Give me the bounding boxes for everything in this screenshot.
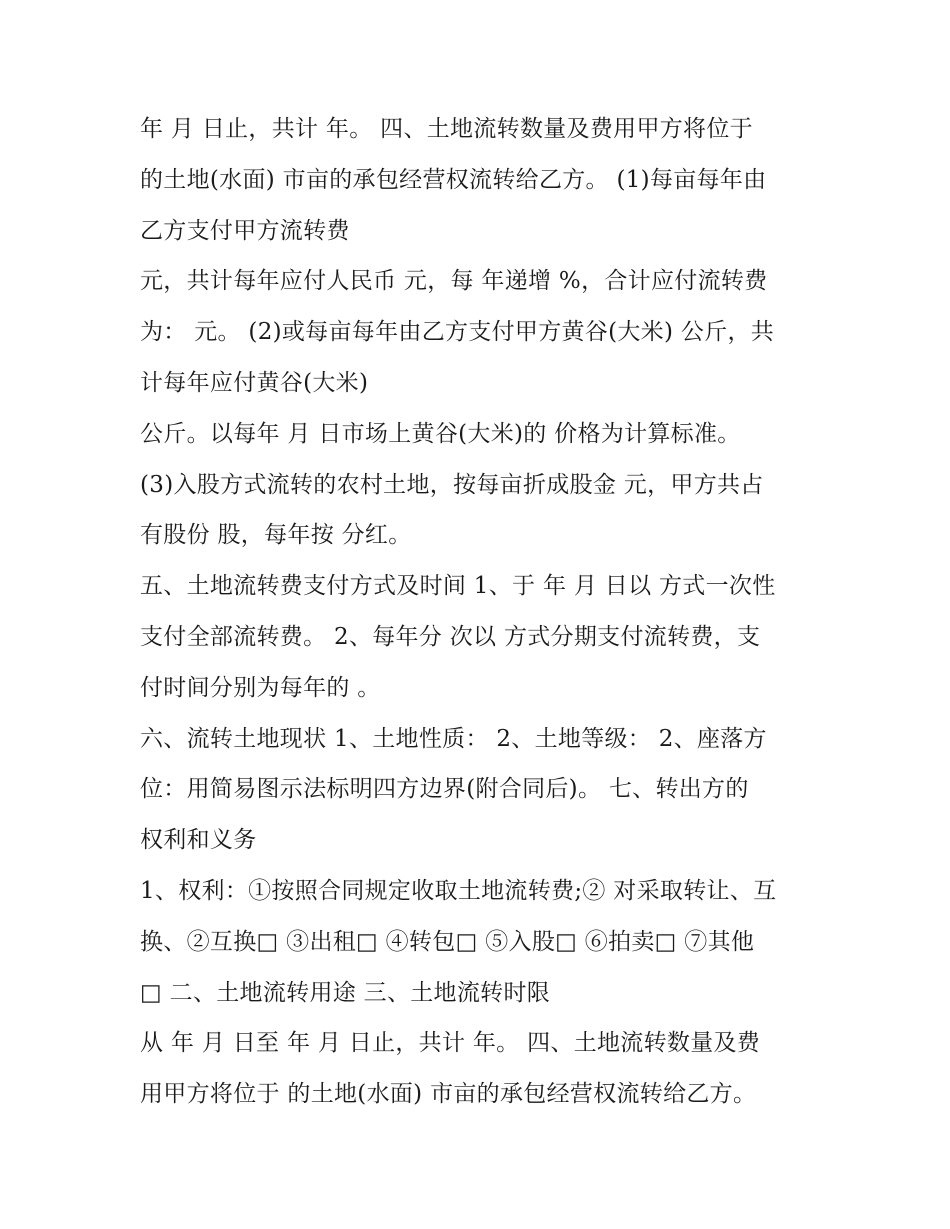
text-line: 计每年应付黄谷(大米) bbox=[140, 369, 369, 396]
text-line: 位：用简易图示法标明四方边界(附合同后)。 七、转出方的 bbox=[140, 776, 749, 803]
text-line: 权利和义务 bbox=[140, 827, 257, 854]
text-line: 换、②互换□ ③出租□ ④转包□ ⑤入股□ ⑥拍卖□ ⑦其他 bbox=[140, 928, 755, 955]
text-line: 付时间分别为每年的 。 bbox=[140, 674, 381, 701]
text-line: 元，共计每年应付人民币 元，每 年递增 %，合计应付流转费 bbox=[140, 268, 768, 295]
text-line: 从 年 月 日至 年 月 日止，共计 年。 四、土地流转数量及费 bbox=[140, 1030, 761, 1057]
text-line: □ 二、土地流转用途 三、土地流转时限 bbox=[140, 979, 551, 1006]
document-body bbox=[140, 104, 820, 1120]
text-line: 支付全部流转费。 2、每年分 次以 方式分期支付流转费，支 bbox=[140, 623, 761, 650]
text-line: (3)入股方式流转的农村土地，按每亩折成股金 元，甲方共占 bbox=[140, 471, 764, 498]
text-line: 为： 元。 (2)或每亩每年由乙方支付甲方黄谷(大米) 公斤，共 bbox=[140, 319, 775, 346]
text-line: 1、权利：①按照合同规定收取土地流转费;② 对采取转让、互 bbox=[140, 877, 777, 904]
text-line: 有股份 股，每年按 分红。 bbox=[140, 522, 412, 549]
text-line: 五、土地流转费支付方式及时间 1、于 年 月 日以 方式一次性 bbox=[140, 573, 776, 600]
text-line: 的土地(水面) 市亩的承包经营权流转给乙方。 (1)每亩每年由 bbox=[140, 166, 767, 193]
text-line: 用甲方将位于 的土地(水面) 市亩的承包经营权流转给乙方。 bbox=[140, 1081, 757, 1108]
text-line: 六、流转土地现状 1、土地性质： 2、土地等级： 2、座落方 bbox=[140, 725, 767, 752]
text-line: 公斤。以每年 月 日市场上黄谷(大米)的 价格为计算标准。 bbox=[140, 420, 741, 447]
text-line: 乙方支付甲方流转费 bbox=[140, 217, 350, 244]
text-line: 年 月 日止，共计 年。 四、土地流转数量及费用甲方将位于 bbox=[140, 116, 753, 142]
